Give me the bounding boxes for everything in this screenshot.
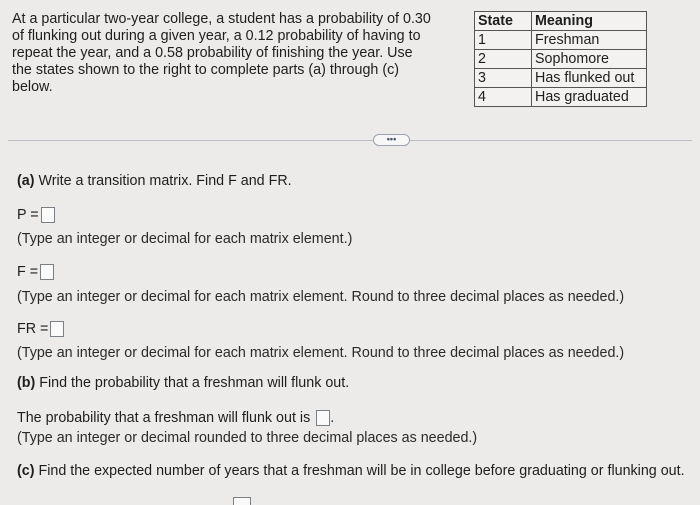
states-header-state: State xyxy=(475,12,532,31)
part-b-answer-row xyxy=(17,409,334,427)
problem-intro: At a particular two-year college, a student has a probability of 0.30 of flunking out during a given year, a 0.12 probability of having to repeat the year, and a 0.58 probability of finishing the year. Use the states shown to the right to complete parts (a) through (c) below. xyxy=(12,11,431,95)
state-cell: 2 xyxy=(475,50,532,69)
flunk-probability-answer-box[interactable] xyxy=(316,410,330,426)
part-b-heading xyxy=(17,374,349,392)
table-row xyxy=(475,69,647,88)
p-matrix-answer-box[interactable] xyxy=(41,207,55,223)
part-c-heading xyxy=(17,462,685,480)
part-c-letter: (c) xyxy=(17,463,35,479)
part-b-answer-suffix: . xyxy=(330,410,335,426)
part-b-letter: (b) xyxy=(17,375,36,391)
meaning-cell: Sophomore xyxy=(532,50,647,69)
f-hint: (Type an integer or decimal for each matrix element. Round to three decimal places as needed.) xyxy=(17,289,625,305)
table-row xyxy=(475,50,647,69)
state-cell: 3 xyxy=(475,69,532,88)
part-a-heading xyxy=(17,172,292,190)
p-hint: (Type an integer or decimal for each matrix element.) xyxy=(17,231,353,247)
part-b-hint: (Type an integer or decimal rounded to three decimal places as needed.) xyxy=(17,430,478,446)
f-matrix-answer-box[interactable] xyxy=(40,264,54,280)
fr-hint: (Type an integer or decimal for each matrix element. Round to three decimal places as needed.) xyxy=(17,345,625,361)
meaning-cell: Has flunked out xyxy=(532,69,647,88)
section-divider xyxy=(8,140,692,141)
fr-answer-row xyxy=(17,320,64,338)
part-a-letter: (a) xyxy=(17,173,35,189)
expected-years-answer-box[interactable] xyxy=(233,497,251,505)
part-c-text: Find the expected number of years that a freshman will be in college before graduating or flunking out. xyxy=(34,463,685,479)
p-answer-row xyxy=(17,206,55,224)
fr-label: FR = xyxy=(17,321,49,337)
meaning-cell: Has graduated xyxy=(532,88,647,107)
meaning-cell: Freshman xyxy=(532,31,647,50)
states-header-meaning: Meaning xyxy=(532,12,647,31)
part-b-answer-prefix: The probability that a freshman will flunk out is xyxy=(17,410,311,426)
table-row xyxy=(475,88,647,107)
f-answer-row xyxy=(17,263,54,281)
fr-matrix-answer-box[interactable] xyxy=(50,321,64,337)
state-cell: 1 xyxy=(475,31,532,50)
part-b-text: Find the probability that a freshman will flunk out. xyxy=(35,375,350,391)
expand-more-button[interactable]: ••• xyxy=(373,134,410,146)
state-cell: 4 xyxy=(475,88,532,107)
part-a-text: Write a transition matrix. Find F and FR. xyxy=(34,173,292,189)
states-table xyxy=(474,11,647,107)
p-label: P = xyxy=(17,207,39,223)
f-label: F = xyxy=(17,264,39,280)
table-row xyxy=(475,31,647,50)
